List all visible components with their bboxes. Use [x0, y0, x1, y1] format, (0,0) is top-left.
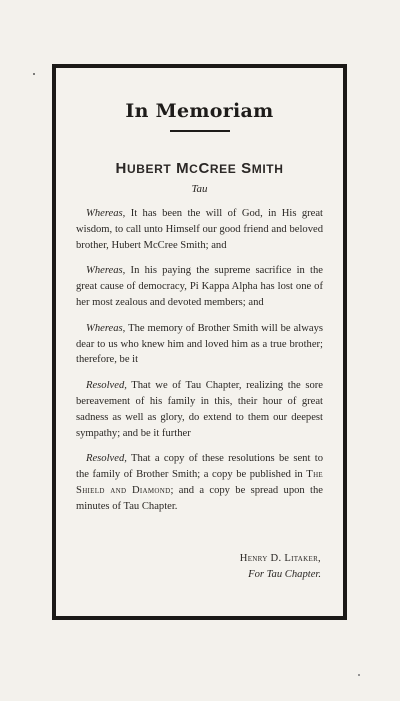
name-part: C — [189, 162, 199, 176]
paragraph-text: That we of Tau Chapter, realizing the sore bereavement of his family in this, their hour of great sadness as well as glory, do extend to them our deepest sympathy; and be it further — [76, 380, 323, 439]
paragraph-lead: Resolved, — [86, 380, 127, 392]
paragraph-lead: Whereas, — [86, 265, 126, 277]
deceased-name — [56, 160, 343, 177]
paragraph-text: ; and a copy be spread upon the minutes of Tau Chapter. — [76, 484, 323, 512]
signatory-chapter: For Tau Chapter. — [248, 569, 321, 580]
paragraph — [76, 263, 323, 310]
title-rule — [170, 130, 230, 132]
paragraph — [76, 451, 323, 514]
name-part: MITH — [251, 162, 284, 176]
paragraph-text: The memory of Brother Smith will be always dear to us who knew him and loved him as a true brother; therefore, be it — [76, 322, 323, 366]
paragraph-text: It has been the will of God, in His great wisdom, to call unto Himself our good friend and beloved brother, Hubert McCree Smith; and — [76, 208, 323, 251]
name-part: H — [115, 160, 127, 177]
name-part: S — [241, 160, 252, 177]
paragraph-text: That a copy of these resolutions be sent to the family of Brother Smith; a copy be published in — [76, 453, 323, 481]
journal-name: The Shield and Diamond — [76, 469, 323, 496]
speck — [33, 73, 35, 75]
paragraph-lead: Whereas, — [86, 208, 126, 219]
speck — [358, 674, 360, 676]
paragraph-lead: Whereas, — [86, 322, 126, 334]
name-part: M — [176, 160, 190, 177]
signature-block — [240, 551, 321, 583]
name-part: REE — [209, 162, 237, 176]
paragraph — [76, 321, 323, 368]
name-part: C — [198, 160, 210, 177]
paragraph-text: In his paying the supreme sacrifice in the great cause of democracy, Pi Kappa Alpha has lost one of her most zealous and devoted members; and — [76, 265, 323, 308]
name-part: UBERT — [126, 162, 172, 176]
page-title: In Memoriam — [125, 100, 274, 122]
memorial-frame — [52, 64, 347, 620]
paragraph — [76, 378, 323, 441]
paragraph — [76, 206, 323, 253]
chapter-name: Tau — [191, 183, 208, 195]
resolution-text — [76, 206, 323, 525]
paragraph-lead: Resolved, — [86, 453, 127, 465]
signatory-name: Henry D. Litaker, — [239, 553, 321, 564]
